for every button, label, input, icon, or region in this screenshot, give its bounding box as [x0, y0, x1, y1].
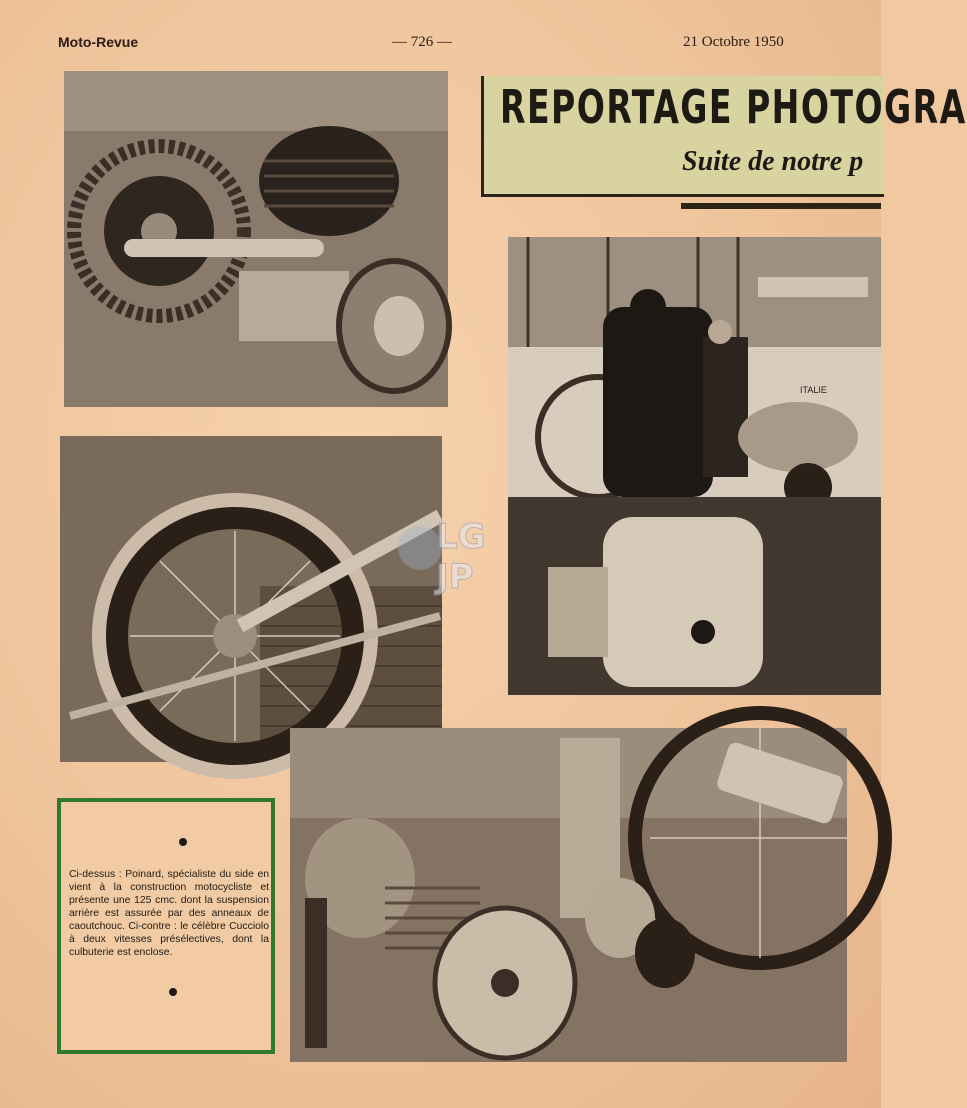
photo-engine-sprocket [64, 71, 448, 407]
photo-cucciolo-engine [290, 728, 847, 1062]
title-rule [681, 203, 881, 209]
caption-bullet-bottom [169, 988, 177, 996]
caption-bullet-top [179, 838, 187, 846]
issue-date: 21 Octobre 1950 [683, 34, 784, 50]
reportage-title-banner [481, 76, 967, 197]
magazine-name: Moto-Revue [58, 34, 139, 50]
reportage-subtitle: Suite de notre p [682, 146, 864, 177]
watermark-line2: JP [436, 557, 474, 597]
caption-text: Ci-dessus : Poinard, spécialiste du side en vient à la construction motocycliste et présente une 125 cmc. dont la suspension arrière est assurée par des anneaux de caoutchouc. Ci-contre : le célèbre Cucciolo à deux vitesses présélectives, dont la culbuterie est enclose. [69, 869, 269, 958]
caption-box [57, 798, 275, 1054]
page-number: — 726 — [392, 34, 452, 50]
watermark-line1: LG [436, 517, 486, 557]
photo-rear-wheel [60, 436, 442, 762]
photo-salon-scooter [508, 237, 881, 695]
photo-sign-italie: ITALIE [800, 385, 827, 395]
reportage-title: REPORTAGE PHOTOGRA [500, 80, 967, 134]
